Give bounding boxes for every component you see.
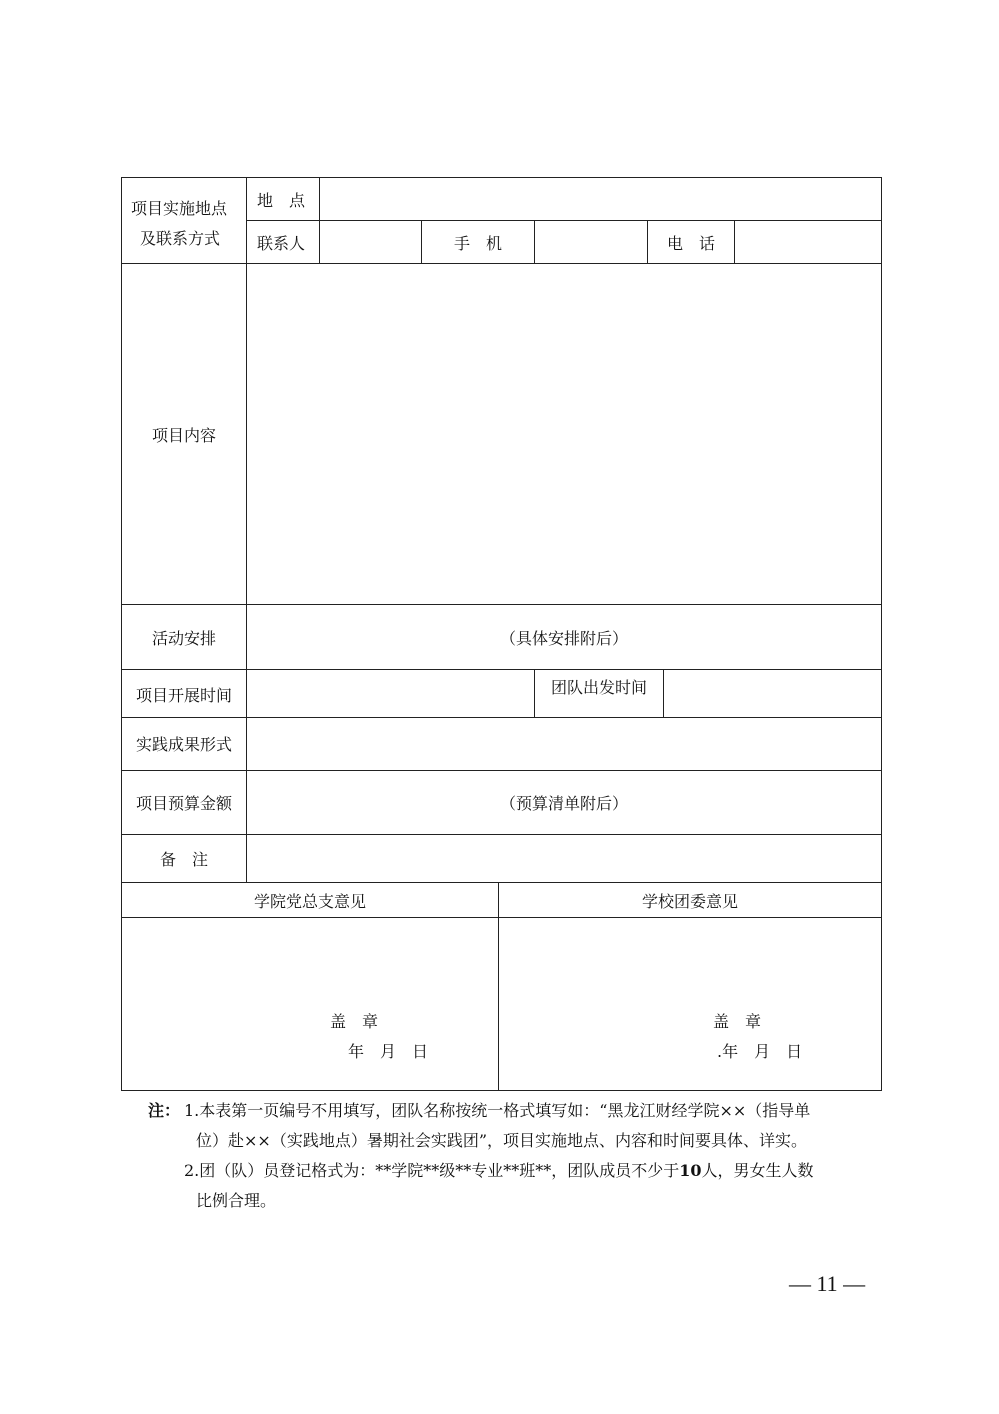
row-divider <box>121 263 882 264</box>
notes-prefix <box>148 1101 180 1121</box>
row-divider <box>121 604 882 605</box>
opinion-column-divider <box>498 882 499 1091</box>
phone-field[interactable] <box>736 223 879 261</box>
row-divider <box>246 220 882 221</box>
activity-note: （具体安排附后） <box>499 629 628 648</box>
school-date-label: .年 月 日 <box>717 1042 803 1061</box>
start-time-label: 项目开展时间 <box>135 686 232 705</box>
note-line-3-b: 人，男女生人数 <box>701 1161 814 1180</box>
departure-field[interactable] <box>665 672 879 715</box>
row-divider <box>121 917 882 918</box>
budget-label: 项目预算金额 <box>135 794 232 813</box>
label-column-divider <box>246 177 247 883</box>
notes-prefix-text: 注： <box>148 1101 181 1120</box>
start-time-field[interactable] <box>248 672 532 715</box>
note-line-4: 比例合理。 <box>196 1191 277 1210</box>
departure-label: 团队出发时间 <box>550 678 647 697</box>
contact-field[interactable] <box>321 223 419 261</box>
table-border-bottom <box>121 1090 882 1091</box>
school-seal-label: 盖 章 <box>713 1012 762 1031</box>
school-opinion-title: 学校团委意见 <box>641 892 738 911</box>
row-divider <box>121 717 882 718</box>
place-field[interactable] <box>321 181 879 219</box>
college-seal-label: 盖 章 <box>330 1012 379 1031</box>
table-border-top <box>121 177 882 178</box>
note-line-1: 1.本表第一页编号不用填写，团队名称按统一格式填写如：“黑龙江财经学院××（指导单 <box>184 1101 811 1120</box>
note-line-3-bold: 10 <box>679 1161 702 1180</box>
row-divider <box>121 669 882 670</box>
row-divider <box>121 882 882 883</box>
activity-label: 活动安排 <box>151 629 216 648</box>
note-line-3 <box>184 1161 814 1181</box>
result-label: 实践成果形式 <box>135 735 232 754</box>
result-field[interactable] <box>248 720 879 768</box>
row-divider <box>121 770 882 771</box>
column-divider <box>663 669 664 718</box>
budget-note: （预算清单附后） <box>499 794 628 813</box>
college-opinion-title: 学院党总支意见 <box>253 892 366 911</box>
table-border-right <box>881 177 882 1091</box>
mobile-field[interactable] <box>536 223 645 261</box>
note-line-2: 位）赴××（实践地点）暑期社会实践团”，项目实施地点、内容和时间要具体、详实。 <box>196 1131 807 1150</box>
remarks-label: 备 注 <box>159 850 208 869</box>
column-divider <box>734 220 735 264</box>
place-label: 地 点 <box>257 191 306 210</box>
location-group-label-line2: 及联系方式 <box>140 229 221 248</box>
content-field[interactable] <box>248 266 879 602</box>
note-line-3-a: 2.团（队）员登记格式为：**学院**级**专业**班**，团队成员不少于 <box>184 1161 680 1180</box>
column-divider <box>319 177 320 264</box>
contact-label: 联系人 <box>257 234 306 253</box>
row-divider <box>121 834 882 835</box>
content-label: 项目内容 <box>151 426 216 445</box>
mobile-label: 手 机 <box>453 234 502 253</box>
phone-label: 电 话 <box>666 234 715 253</box>
location-group-label: 项目实施地点 <box>131 199 228 218</box>
college-date-label: 年 月 日 <box>348 1042 429 1061</box>
column-divider <box>534 220 535 264</box>
remarks-field[interactable] <box>248 837 879 880</box>
page-number: — 11 — <box>789 1271 866 1296</box>
